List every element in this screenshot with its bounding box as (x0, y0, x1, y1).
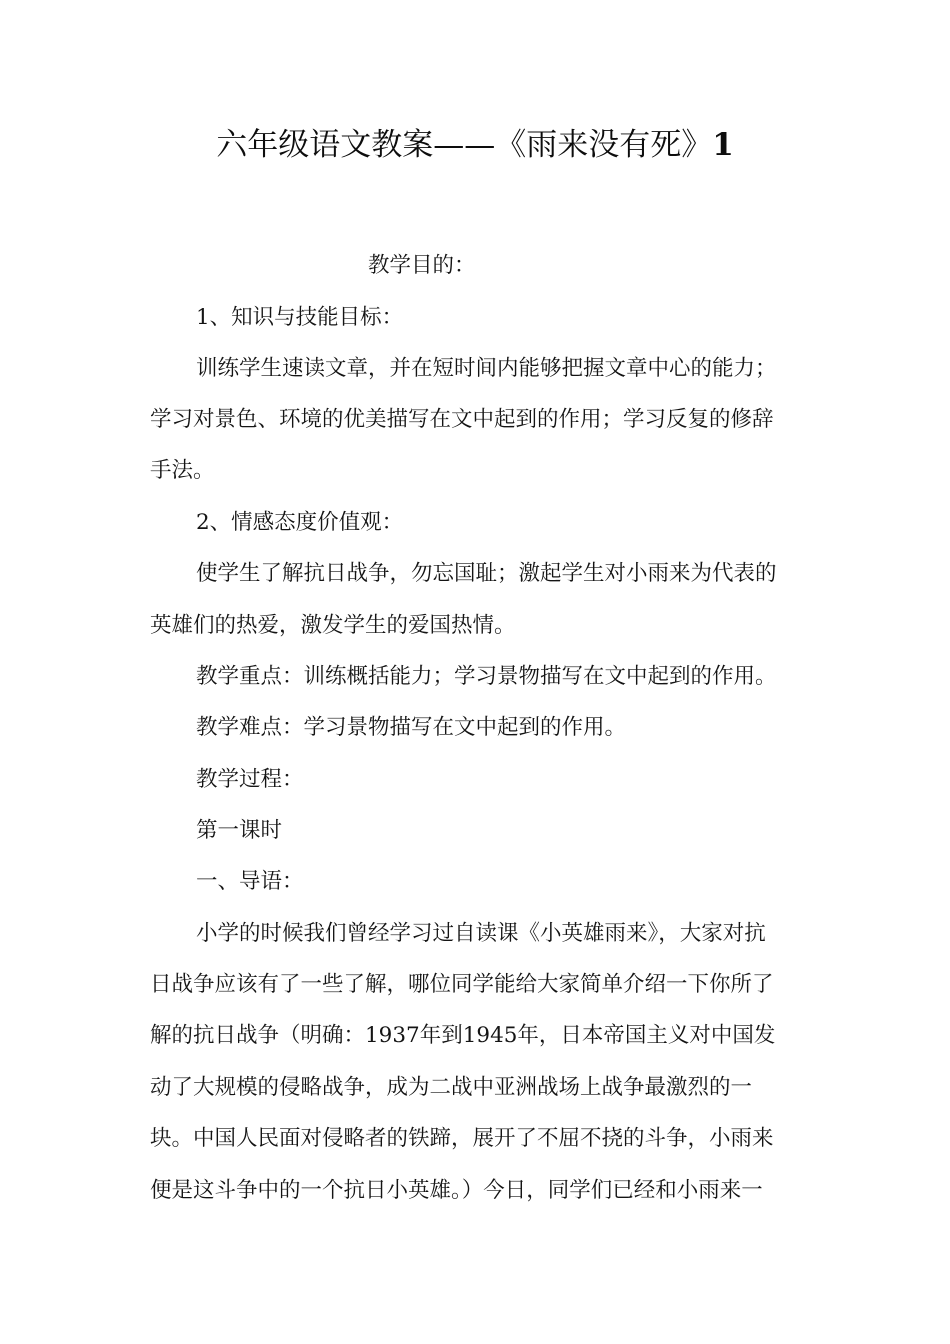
title-number: 1 (712, 127, 734, 163)
process-heading: 教学过程： (196, 767, 304, 792)
paragraph-line: 使学生了解抗日战争，勿忘国耻；激起学生对小雨来为代表的 (196, 561, 777, 586)
paragraph-line: 便是这斗争中的一个抗日小英雄。）今日，同学们已经和小雨来一 (150, 1178, 763, 1203)
paragraph-line: 动了大规模的侵略战争，成为二战中亚洲战场上战争最激烈的一 (150, 1075, 753, 1100)
goal-1-heading: 1、知识与技能目标： (196, 305, 404, 330)
section-heading-teaching-goals: 教学目的： (368, 253, 476, 278)
paragraph-line: 解的抗日战争（明确：1937年到1945年，日本帝国主义对中国发 (150, 1023, 776, 1048)
paragraph-line: 小学的时候我们曾经学习过自读课《小英雄雨来》，大家对抗 (196, 921, 766, 946)
document-title (0, 122, 950, 168)
paragraph-line: 块。中国人民面对侵略者的铁蹄，展开了不屈不挠的斗争，小雨来 (150, 1126, 774, 1151)
difficult-points-line: 教学难点：学习景物描写在文中起到的作用。 (196, 715, 627, 740)
paragraph-line: 手法。 (150, 458, 215, 483)
paragraph-line: 训练学生速读文章，并在短时间内能够把握文章中心的能力； (196, 356, 777, 381)
paragraph-line: 英雄们的热爱，激发学生的爱国热情。 (150, 613, 516, 638)
paragraph-line: 日战争应该有了一些了解，哪位同学能给大家简单介绍一下你所了 (150, 972, 774, 997)
title-text: 六年级语文教案——《雨来没有死》 (216, 127, 713, 163)
intro-heading: 一、导语： (196, 869, 304, 894)
key-points-line: 教学重点：训练概括能力；学习景物描写在文中起到的作用。 (196, 664, 777, 689)
paragraph-line: 学习对景色、环境的优美描写在文中起到的作用；学习反复的修辞 (150, 407, 774, 432)
goal-2-heading: 2、情感态度价值观： (196, 510, 404, 535)
lesson-heading: 第一课时 (196, 818, 283, 843)
